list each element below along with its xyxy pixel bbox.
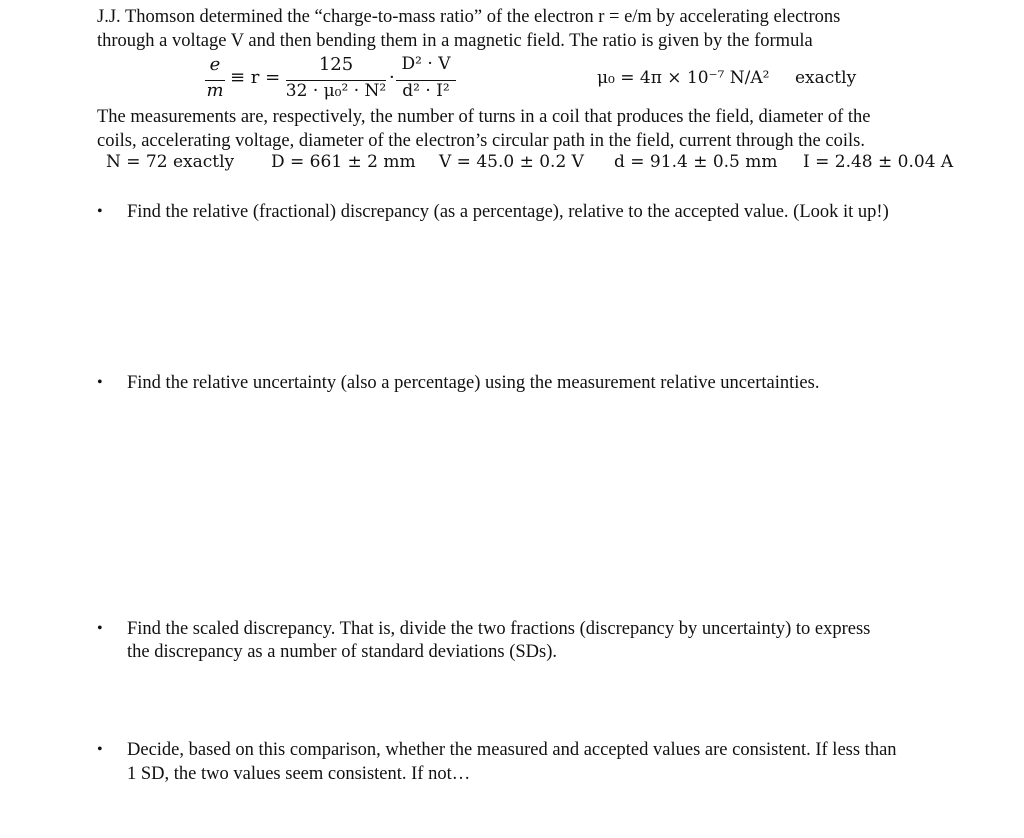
bullet-marker: • — [97, 620, 103, 637]
question-3-line-2: the discrepancy as a number of standard deviations (SDs). — [127, 642, 557, 662]
bullet-marker: • — [97, 203, 103, 220]
question-1-line-1: Find the relative (fractional) discrepancy (as a percentage), relative to the accepted value. (Look it up!) — [127, 202, 889, 222]
formula-f1-denominator: 32 · μ₀² · N² — [285, 81, 387, 101]
formula-lhs-numerator: e — [209, 54, 221, 75]
question-2-line-1: Find the relative uncertainty (also a percentage) using the measurement relative uncertainties. — [127, 373, 820, 393]
value-d: d = 91.4 ± 0.5 mm — [614, 152, 778, 172]
bullet-marker: • — [97, 374, 103, 391]
formula-f1-numerator: 125 — [318, 54, 354, 75]
formula-f2-numerator: D² · V — [401, 54, 451, 74]
formula-equiv: ≡ r = — [230, 67, 281, 88]
question-4-line-1: Decide, based on this comparison, whether the measured and accepted values are consistent. If less than — [127, 740, 897, 760]
measurements-line-2: coils, accelerating voltage, diameter of the electron’s circular path in the field, current through the coils. — [97, 131, 865, 151]
bullet-marker: • — [97, 741, 103, 758]
mu0-note: exactly — [795, 68, 857, 88]
question-3-line-1: Find the scaled discrepancy. That is, divide the two fractions (discrepancy by uncertainty) to express — [127, 619, 871, 639]
value-V: V = 45.0 ± 0.2 V — [439, 152, 584, 172]
formula-dot: · — [389, 67, 395, 88]
intro-line-2: through a voltage V and then bending them in a magnetic field. The ratio is given by the formula — [97, 31, 813, 51]
intro-line-1: J.J. Thomson determined the “charge-to-mass ratio” of the electron r = e/m by accelerating electrons — [97, 7, 841, 27]
measurements-line-1: The measurements are, respectively, the number of turns in a coil that produces the field, diameter of the — [97, 107, 871, 127]
formula-f2-denominator: d² · I² — [402, 81, 450, 101]
mu0-definition: μ₀ = 4π × 10⁻⁷ N/A² — [597, 68, 770, 88]
value-D: D = 661 ± 2 mm — [271, 152, 416, 172]
value-N: N = 72 exactly — [106, 152, 235, 172]
value-I: I = 2.48 ± 0.04 A — [803, 152, 954, 172]
question-4-line-2: 1 SD, the two values seem consistent. If not… — [127, 764, 471, 784]
formula-lhs-denominator: m — [206, 80, 224, 101]
